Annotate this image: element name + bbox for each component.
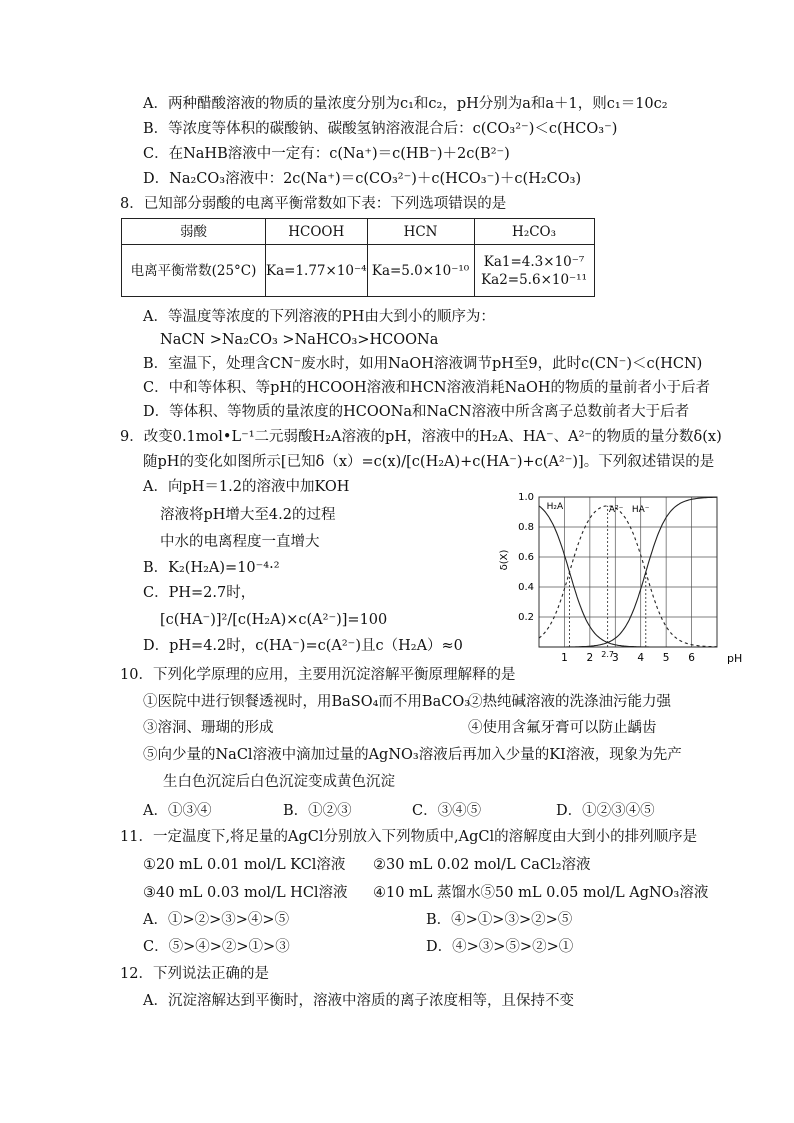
q11-stem: 11．一定温度下,将足量的AgCl分别放入下列物质中,AgCl的溶解度由大到小的排列顺序是 <box>120 829 698 845</box>
q10-option-c: C．③④⑤ <box>412 803 482 819</box>
q7-option-b: B．等浓度等体积的碳酸钠、碳酸氢钠溶液混合后：c(CO₃²⁻)＜c(HCO₃⁻) <box>143 121 618 137</box>
ka-header-h2co3: H₂CO₃ <box>474 219 594 245</box>
q8-option-a: A．等温度等浓度的下列溶液的PH由大到小的顺序为： <box>143 309 495 325</box>
series-label: H₂A <box>546 502 564 512</box>
q8-option-a-order: NaCN >Na₂CO₃ >NaHCO₃>HCOONa <box>160 332 439 348</box>
q11-option-c: C．⑤>④>②>①>③ <box>143 939 290 955</box>
q9-option-a-1: A．向pH＝1.2的溶液中加KOH <box>143 479 350 495</box>
q11-item-3: ③40 mL 0.03 mol/L HCl溶液 <box>143 885 348 901</box>
ka-hcooh: Ka=1.77×10⁻⁴ <box>266 245 368 297</box>
q10-item-1: ①医院中进行钡餐透视时，用BaSO₄而不用BaCO₃ <box>143 694 471 710</box>
q12-stem: 12．下列说法正确的是 <box>120 966 269 982</box>
q9-option-a-2: 溶液将pH增大至4.2的过程 <box>160 507 336 523</box>
y-tick-label: 0.2 <box>518 612 534 623</box>
q7-option-d: D．Na₂CO₃溶液中：2c(Na⁺)＝c(CO₃²⁻)＋c(HCO₃⁻)＋c(H₂CO₃) <box>143 171 582 187</box>
q10-item-5b: 生白色沉淀后白色沉淀变成黄色沉淀 <box>163 774 395 790</box>
series-label: A²⁻ <box>608 505 624 515</box>
x-tick-label: 3 <box>611 652 619 664</box>
chart-xlabel: pH <box>727 652 743 665</box>
ka-header-hcooh: HCOOH <box>266 219 368 245</box>
x-tick-label: 1 <box>561 652 568 664</box>
y-tick-label: 0.6 <box>518 552 534 563</box>
q10-item-3: ③溶洞、珊瑚的形成 <box>143 720 274 736</box>
ka-row-label: 电离平衡常数(25°C) <box>122 245 266 297</box>
distribution-chart <box>497 482 757 667</box>
y-tick-label: 0.8 <box>518 522 534 533</box>
q9-option-d: D．pH=4.2时，c(HA⁻)=c(A²⁻)且c（H₂A）≈0 <box>143 638 463 654</box>
q11-option-b: B．④>①>③>②>⑤ <box>426 912 573 928</box>
q8-option-c: C．中和等体积、等pH的HCOOH溶液和HCN溶液消耗NaOH的物质的量前者小于后者 <box>143 380 710 396</box>
q9-option-a-3: 中水的电离程度一直增大 <box>160 534 320 550</box>
q10-item-2: ②热纯碱溶液的洗涤油污能力强 <box>468 694 671 710</box>
q9-stem-2: 随pH的变化如图所示[已知δ（x）=c(x)/[c(H₂A)+c(HA⁻)+c(A²⁻)]。下列叙述错误的是 <box>143 454 715 470</box>
q11-item-2: ②30 mL 0.02 mol/L CaCl₂溶液 <box>373 857 591 873</box>
q7-option-c: C．在NaHB溶液中一定有：c(Na⁺)＝c(HB⁻)＋2c(B²⁻) <box>143 146 510 162</box>
x-tick-label: 2 <box>586 652 594 664</box>
chart-ylabel: δ(X) <box>499 549 510 571</box>
x-tick-label: 5 <box>662 652 670 664</box>
q8-option-d: D．等体积、等物质的量浓度的HCOONa和NaCN溶液中所含离子总数前者大于后者 <box>143 404 690 420</box>
q11-option-d: D．④>③>⑤>②>① <box>426 939 574 955</box>
q11-item-45: ④10 mL 蒸馏水⑤50 mL 0.05 mol/L AgNO₃溶液 <box>373 885 709 901</box>
x-tick-label: 6 <box>688 652 695 664</box>
q9-option-b: B．K₂(H₂A)=10⁻⁴·² <box>143 560 280 576</box>
x-tick-label: 2.7 <box>601 650 615 659</box>
q11-option-a: A．①>②>③>④>⑤ <box>143 912 290 928</box>
q10-option-d: D．①②③④⑤ <box>556 803 655 819</box>
q7-option-a: A．两种醋酸溶液的物质的量浓度分别为c₁和c₂，pH分别为a和a＋1，则c₁＝10c₂ <box>143 96 668 112</box>
q9-option-c-1: C．PH=2.7时， <box>143 585 256 601</box>
q9-stem-1: 9．改变0.1mol•L⁻¹二元弱酸H₂A溶液的pH，溶液中的H₂A、HA⁻、A²⁻的物质的量分数δ(x) <box>120 429 722 445</box>
series-line-2 <box>539 497 717 647</box>
q10-item-5a: ⑤向少量的NaCl溶液中滴加过量的AgNO₃溶液后再加入少量的KI溶液，现象为先产 <box>143 747 682 763</box>
q9-option-c-2: [c(HA⁻)]²/[c(H₂A)×c(A²⁻)]=100 <box>160 612 388 628</box>
ka-h2co3-ka1: Ka1=4.3×10⁻⁷ <box>483 253 585 270</box>
x-tick-label: 4 <box>637 652 645 664</box>
q10-option-a: A．①③④ <box>143 803 212 819</box>
y-tick-label: 0.4 <box>518 582 534 593</box>
q8-stem: 8．已知部分弱酸的电离平衡常数如下表：下列选项错误的是 <box>120 196 507 212</box>
q11-item-1: ①20 mL 0.01 mol/L KCl溶液 <box>143 857 346 873</box>
q10-item-4: ④使用含氟牙膏可以防止龋齿 <box>468 720 657 736</box>
q10-stem: 10．下列化学原理的应用，主要用沉淀溶解平衡原理解释的是 <box>120 667 516 683</box>
q10-option-b: B．①②③ <box>283 803 352 819</box>
q12-option-a: A．沉淀溶解达到平衡时，溶液中溶质的离子浓度相等，且保持不变 <box>143 993 574 1009</box>
ka-h2co3 <box>474 245 594 297</box>
series-label: HA⁻ <box>631 505 650 515</box>
ka-h2co3-ka2: Ka2=5.6×10⁻¹¹ <box>481 271 588 288</box>
ka-header-acid: 弱酸 <box>122 219 266 245</box>
q8-option-b: B．室温下，处理含CN⁻废水时，如用NaOH溶液调节pH至9，此时c(CN⁻)＜c(HCN) <box>143 356 703 372</box>
ka-table <box>121 218 595 297</box>
ka-header-hcn: HCN <box>367 219 474 245</box>
y-tick-label: 1.0 <box>518 492 534 503</box>
ka-hcn: Ka=5.0×10⁻¹⁰ <box>367 245 474 297</box>
